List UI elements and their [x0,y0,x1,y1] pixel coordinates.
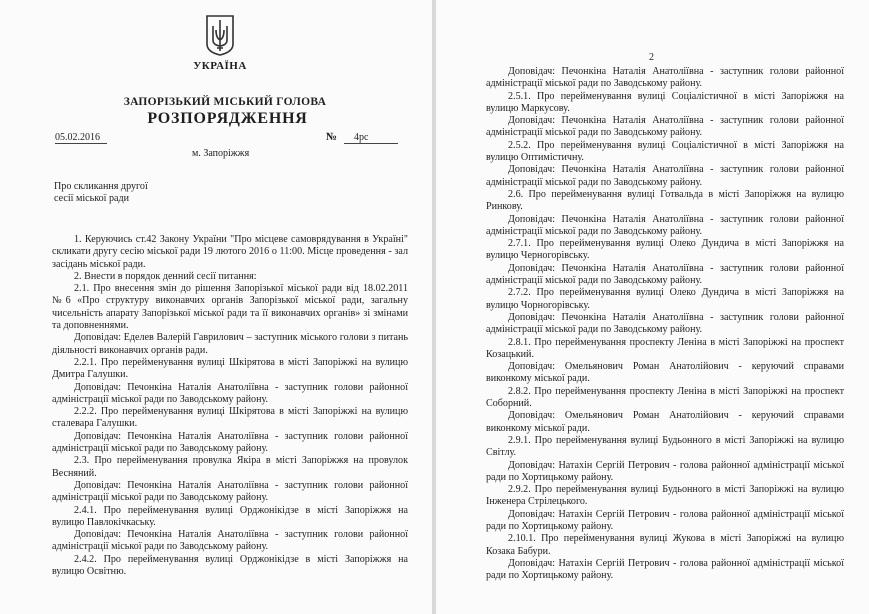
number-sign: № [326,131,338,143]
country-title: УКРАЇНА [193,60,247,72]
speaker-paragraph: Доповідач: Омельянович Роман Анатолійович - керуючий справами виконкому міської ради. [486,361,844,385]
speaker-paragraph: Доповідач: Печонкіна Наталія Анатоліївна - заступник голови районної адміністрації міської ради по Заводському району. [52,430,408,455]
subject-line-1: Про скликання другої [54,181,148,192]
speaker-paragraph: Доповідач: Еделев Валерій Гаврилович – заступник міського голови з питань діяльності виконавчих органів ради. [52,332,408,356]
paragraph: 2.8.1. Про перейменування проспекту Леніна в місті Запоріжжі на проспект Козацький. [486,336,844,360]
paragraph: 2.1. Про внесення змін до рішення Запорізької міської ради від 18.02.2011 №6 «Про структуру виконавчих органів Запорізької міської ради, загальну чисельність апарату Запорізької міської ради та її виконавчих органів» зі змінами та доповненнями. [52,283,408,332]
paragraph: 2.3. Про перейменування провулка Якіра в місті Запоріжжя на провулок Весняний. [52,455,408,479]
issuer-title: ЗАПОРІЗЬКИЙ МІСЬКИЙ ГОЛОВА [123,96,327,108]
paragraph: 2.5.2. Про перейменування вулиці Соціалістичної в місті Запоріжжя на вулицю Оптимістичну. [486,139,844,164]
paragraph: 2.9.2. Про перейменування вулиці Будьонного в місті Запоріжжі на вулицю Інженера Стрілецького. [486,484,844,508]
document-page-2 [436,0,869,614]
body-text [486,66,844,582]
document-number: 4рс [344,132,398,144]
speaker-paragraph: Доповідач: Натахін Сергій Петрович - голова районної адміністрації міської ради по Хортицькому району. [486,508,844,532]
paragraph: 1. Керуючись ст.42 Закону України "Про місцеве самоврядування в Україні" скликати другу сесію міської ради 19 лютого 2016 о 11:00. Місце проведення - зал засідань міської ради. [52,234,408,270]
body-text [52,234,408,578]
speaker-paragraph: Доповідач: Омельянович Роман Анатолійович - керуючий справами виконкому міської ради. [486,410,844,434]
trident-emblem-icon [205,14,235,56]
speaker-paragraph: Доповідач: Печонкіна Наталія Анатоліївна - заступник голови районної адміністрації міської ради по Заводському району. [52,381,408,405]
document-type-title: РОЗПОРЯДЖЕННЯ [147,110,308,127]
subject-line-2: сесії міської ради [54,193,130,204]
paragraph: 2.2.2. Про перейменування вулиці Шкірятова в місті Запоріжжі на вулицю сталевара Галушки. [52,406,408,430]
speaker-paragraph: Доповідач: Натахін Сергій Петрович - голова районної адміністрації міської ради по Хортицькому району. [486,459,844,483]
paragraph: 2. Внести в порядок денний сесії питання: [74,270,257,282]
paragraph: 2.2.1. Про перейменування вулиці Шкірятова в місті Запоріжжі на вулицю Дмитра Галушки. [52,356,408,381]
paragraph: 2.5.1. Про перейменування вулиці Соціалістичної в місті Запоріжжя на вулицю Маркусову. [486,90,844,114]
speaker-paragraph: Доповідач: Печонкіна Наталія Анатоліївна - заступник голови районної адміністрації міської ради по Заводському району. [486,115,844,139]
speaker-paragraph: Доповідач: Печонкіна Наталія Анатоліївна - заступник голови районної адміністрації міської ради по Заводському району. [486,213,844,237]
paragraph: 2.4.1. Про перейменування вулиці Орджонікідзе в місті Запоріжжя на вулицю Павлокічкаську. [52,504,408,528]
speaker-paragraph: Доповідач: Натахін Сергій Петрович - голова районної адміністрації міської ради по Хортицькому району. [486,557,844,582]
document-page-1 [0,0,432,614]
paragraph: 2.7.2. Про перейменування вулиці Олеко Дундича в місті Запоріжжя на вулицю Чорногорівську. [486,287,844,311]
speaker-paragraph: Доповідач: Печонкіна Наталія Анатоліївна - заступник голови районної адміністрації міської ради по Заводському району. [486,262,844,287]
speaker-paragraph: Доповідач: Печонкіна Наталія Анатоліївна - заступник голови районної адміністрації міської ради по Заводському району. [52,479,408,504]
speaker-paragraph: Доповідач: Печонкіна Наталія Анатоліївна - заступник голови районної адміністрації міської ради по Заводському району. [486,164,844,188]
city-label: м. Запоріжжя [192,148,250,159]
document-subject [54,181,148,205]
speaker-paragraph: Доповідач: Печонкіна Наталія Анатоліївна - заступник голови районної адміністрації міської ради по Заводському району. [486,66,844,90]
speaker-paragraph: Доповідач: Печонкіна Наталія Анатоліївна - заступник голови районної адміністрації міської ради по Заводському району. [52,529,408,553]
page-number: 2 [649,52,654,63]
paragraph: 2.6. Про перейменування вулиці Готвальда в місті Запоріжжя на вулицю Ринкову. [486,188,844,213]
paragraph: 2.10.1. Про перейменування вулиці Жукова в місті Запоріжжі на вулицю Козака Бабури. [486,533,844,557]
paragraph: 2.8.2. Про перейменування проспекту Леніна в місті Запоріжжі на проспект Соборний. [486,385,844,410]
paragraph: 2.4.2. Про перейменування вулиці Орджонікідзе в місті Запоріжжя на вулицю Освітню. [52,553,408,578]
document-date: 05.02.2016 [55,132,107,144]
speaker-paragraph: Доповідач: Печонкіна Наталія Анатоліївна - заступник голови районної адміністрації міської ради по Заводському району. [486,311,844,336]
paragraph: 2.7.1. Про перейменування вулиці Олеко Дундича в місті Запоріжжя на вулицю Черногорівську. [486,238,844,262]
paragraph: 2.9.1. Про перейменування вулиці Будьонного в місті Запоріжжі на вулицю Світлу. [486,434,844,459]
